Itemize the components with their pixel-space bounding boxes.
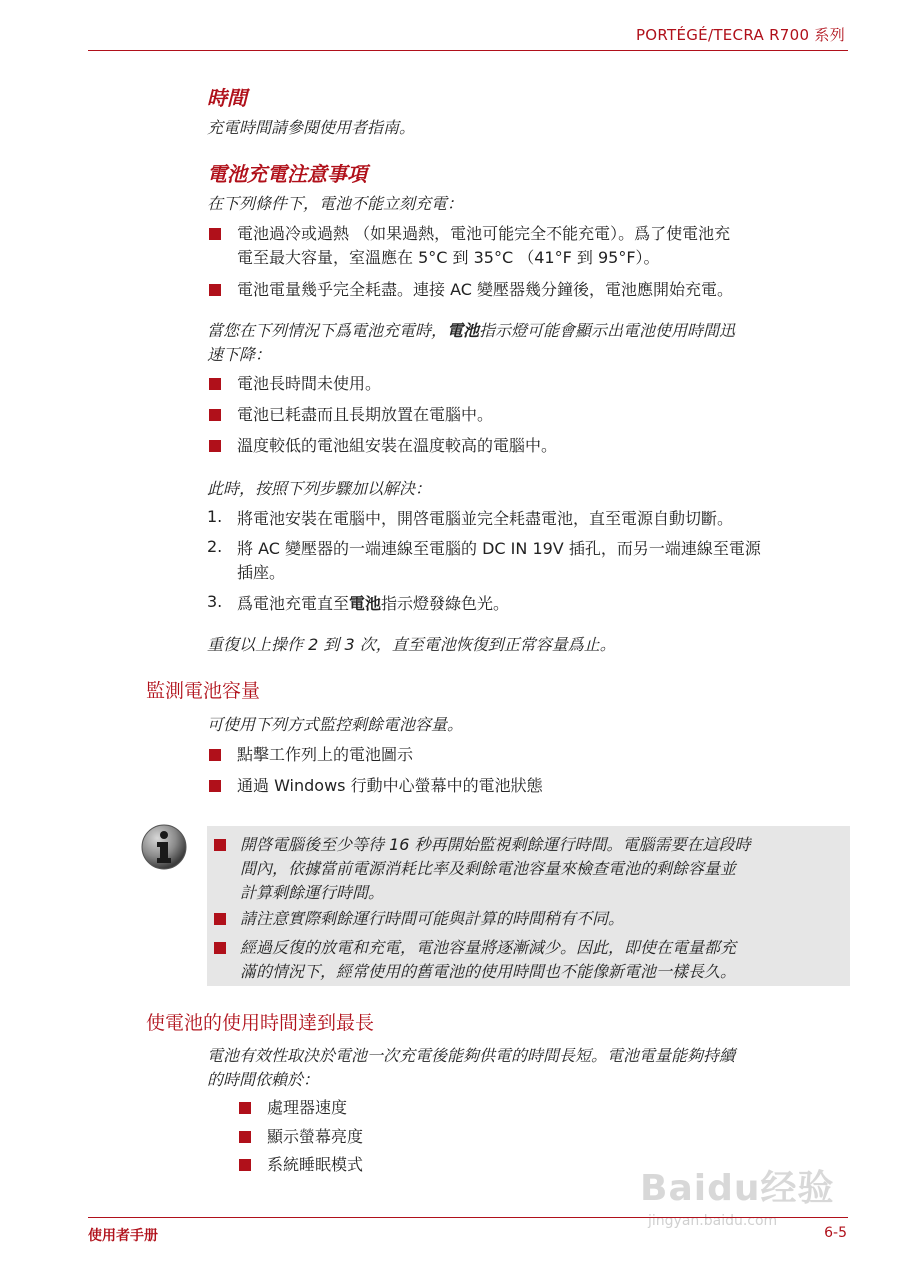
precautions-para3: 此時，按照下列步驟加以解決： [207,479,432,498]
precautions-intro: 在下列條件下，電池不能立刻充電： [207,194,464,213]
precautions-para2: 當您在下列情況下爲電池充電時，電池指示燈可能會顯示出電池使用時間迅 速下降： [207,321,736,364]
heading-maximize: 使電池的使用時間達到最長 [146,1012,375,1034]
note-item: 經過反復的放電和充電，電池容量將逐漸減少。因此，即使在電量都充 滿的情況下，經常使用的舊電池的使用時間也不能像新電池一樣長久。 [240,938,737,981]
watermark-url: jingyan.baidu.com [648,1213,778,1229]
bullet-square-icon [239,1131,251,1143]
note-item: 開啓電腦後至少等待 16 秒再開始監視剩餘運行時間。電腦需要在這段時 間內，依據當前電源消耗比率及剩餘電池容量來檢查電池的剩餘容量並 計算剩餘運行時間。 [240,835,751,902]
precautions-para4: 重復以上操作 2 到 3 次，直至電池恢復到正常容量爲止。 [207,635,616,654]
maximize-intro: 電池有效性取決於電池一次充電後能夠供電的時間長短。電池電量能夠持續 的時間依賴於： [207,1046,736,1089]
watermark-logo: Baidu经验 [640,1168,835,1209]
bullet-square-icon [209,409,221,421]
list-item: 顯示螢幕亮度 [267,1127,364,1146]
bullet-square-icon [239,1102,251,1114]
list-item: 電池已耗盡而且長期放置在電腦中。 [237,405,494,424]
bullet-square-icon [209,780,221,792]
bullet-square-icon [209,284,221,296]
step-text: 將電池安裝在電腦中，開啓電腦並完全耗盡電池，直至電源自動切斷。 [237,509,734,528]
list-item: 電池電量幾乎完全耗盡。連接 AC 變壓器幾分鐘後，電池應開始充電。 [237,280,734,299]
bullet-square-icon [209,749,221,761]
bullet-square-icon [209,440,221,452]
bullet-square-icon [214,942,226,954]
list-item: 處理器速度 [267,1098,348,1117]
list-item: 點擊工作列上的電池圖示 [237,745,414,764]
bullet-square-icon [239,1159,251,1171]
page-number: 6-5 [824,1225,847,1241]
info-icon [140,823,188,871]
step-number: 3. [207,592,223,611]
heading-time: 時間 [207,86,247,110]
footer-rule [88,1217,848,1218]
list-item: 溫度較低的電池組安裝在溫度較高的電腦中。 [237,436,558,455]
bullet-square-icon [214,913,226,925]
monitor-intro: 可使用下列方式監控剩餘電池容量。 [207,715,464,734]
header-rule [88,50,848,51]
step-text: 爲電池充電直至電池指示燈發綠色光。 [237,594,510,613]
heading-precautions: 電池充電注意事項 [207,162,367,186]
list-item: 系統睡眠模式 [267,1155,364,1174]
step-number: 1. [207,507,223,526]
heading-monitor: 監測電池容量 [146,680,261,702]
bullet-square-icon [209,378,221,390]
time-text: 充電時間請參閱使用者指南。 [207,118,416,137]
footer-manual-title: 使用者手册 [88,1228,158,1244]
bullet-square-icon [209,228,221,240]
step-text: 將 AC 變壓器的一端連線至電腦的 DC IN 19V 插孔，而另一端連線至電源 插座。 [237,539,761,582]
bullet-square-icon [214,839,226,851]
running-header: PORTÉGÉ/TECRA R700 系列 [635,26,845,44]
list-item: 電池過冷或過熱 （如果過熱，電池可能完全不能充電）。爲了使電池充 電至最大容量，室溫應在 5°C 到 35°C （41°F 到 95°F）。 [237,224,731,267]
list-item: 電池長時間未使用。 [237,374,382,393]
note-item: 請注意實際剩餘運行時間可能與計算的時間稍有不同。 [240,909,625,928]
step-number: 2. [207,537,223,556]
list-item: 通過 Windows 行動中心螢幕中的電池狀態 [237,776,543,795]
